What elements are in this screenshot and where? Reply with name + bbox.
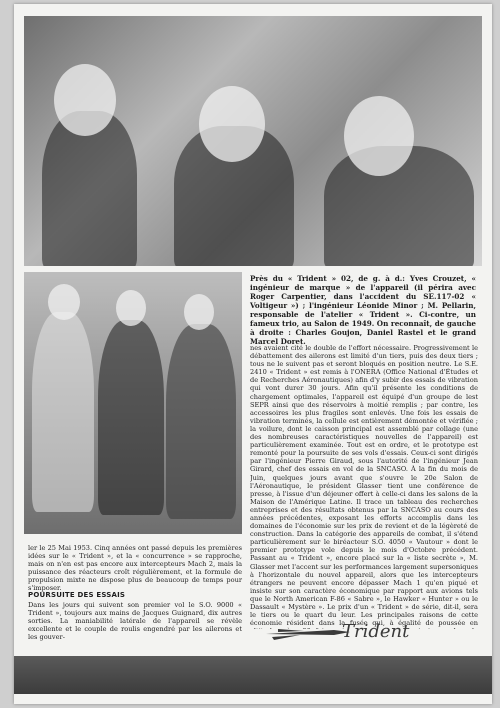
trident-arrow-icon: [264, 620, 354, 644]
photo-head-goujon: [48, 284, 80, 320]
trident-logo-word: Trident: [342, 621, 410, 642]
photo-head-left: [54, 64, 116, 136]
article-column-left: ler le 25 Mai 1953. Cinq années ont passé depuis les premières idées sur le « Trident », et la « concurrence » se rapproche, mais on n'en est pas encore aux intercepteurs Mach 2, mais la puissance des réacteurs croît régulièrement, et la formule de propulsion mixte ne dispose plus de beaucoup de temps pour s'imposer.: [28, 544, 242, 593]
bottom-photo-strip: [14, 656, 492, 694]
photo-head-center: [199, 86, 265, 162]
photo-head-right: [344, 96, 414, 176]
article-column-left-continued: Dans les jours qui suivent son premier vol le S.O. 9000 « Trident », toujours aux mains de Jacques Guignard, dix autres sorties. La maniabilité latérale de l'appareil se révèle excellente et le couple de roulis engendré par les ailerons et les gouver-: [28, 601, 242, 642]
photo-caption: Près du « Trident » 02, de g. à d.: Yves Crouzet, « ingénieur de marque » de l'appareil (il périra avec Roger Carpentier, dans l'accident du SE.117-02 « Voltigeur ») ; l'ingénieur Léonide Minor ; M. Pellarin, responsable de l'atelier « Trident ». Ci-contre, un fameux trio, au Salon de 1949. On reconnaît, de gauche à droite : Charles Goujon, Daniel Rastel et le grand Marcel Doret.: [250, 274, 476, 346]
photo-engineers-at-table: [24, 16, 482, 266]
magazine-page: [14, 4, 492, 704]
photo-trio-salon-1949: [24, 272, 242, 534]
photo-figure-rastel: [98, 320, 164, 515]
photo-figure-goujon: [32, 312, 94, 512]
section-heading: POURSUITE DES ESSAIS: [28, 591, 126, 599]
article-column-right: nes avaient cité le double de l'effort nécessaire. Progressivement le débattement des ailerons est limité d'un tiers, puis des deux tiers ; tous ne le suivent pas et seront bloqués en position neutre. Le S.E. 2410 « Trident » est remis à l'ONERA (Office National d'Études et de Recherches Aéronautiques) afin d'y subir des essais de vibration qui vont durer 30 jours. Afin qu'il présente les conditions de chargement optimales, l'appareil est équipé d'un groupe de lest SEPR ainsi que des réservoirs à moitié remplis ; par contre, les accessoires les plus fragiles sont enlevés. Une fois les essais de vibration terminés, la cellule est entièrement démontée et vérifiée ; la voilure, dont le caisson principal est assemblé par collage (une des nombreuses caractéristiques nouvelles de l'appareil) est particulièrement examinée. Tout est en ordre, et le prototype est remonté pour la poursuite de ses vols d'essais. Ceux-ci sont dirigés par l'ingénieur Pierre Giraud, sous l'autorité de l'ingénieur Jean Girard, chef des essais en vol de la SNCASO. À la fin du mois de Juin, quelques jours avant que s'ouvre le 20e Salon de l'Aéronautique, le président Glasser tient une conférence de presse, à l'issue d'un déjeuner offert à celle-ci dans les salons de la Maison de l'Amérique Latine. Il trace un tableau des recherches entreprises et des résultats obtenus par la SNCASO au cours des années précédentes, exposant les efforts accomplis dans les domaines de l'économie sur les prix de revient et de la légèreté de construction. Dans la catégorie des appareils de combat, il s'étend particulièrement sur le biréacteur S.O. 4050 « Vautour » dont le premier prototype vole depuis le mois d'Octobre précédent. Passant au « Trident », encore placé sur la « liste secrète », M. Glasser met l'accent sur les performances largement supersoniques à l'horizontale du nouvel appareil, alors que les intercepteurs étrangers ne peuvent encore dépasser Mach 1 qu'en piqué et insiste sur son caractère économique par rapport aux avions tels que le North American F-86 « Sabre », le Hawker « Hunter » ou le Dassault « Mystère ». Le prix d'un « Trident » de série, dit-il, sera le tiers ou le quart du leur. Les principales raisons de cette économie résident dans la fusée qui, à égalité de poussée en: [250, 344, 478, 628]
trident-logo: [264, 620, 474, 644]
photo-figure-doret: [166, 324, 236, 519]
photo-head-doret: [184, 294, 214, 330]
photo-head-rastel: [116, 290, 146, 326]
